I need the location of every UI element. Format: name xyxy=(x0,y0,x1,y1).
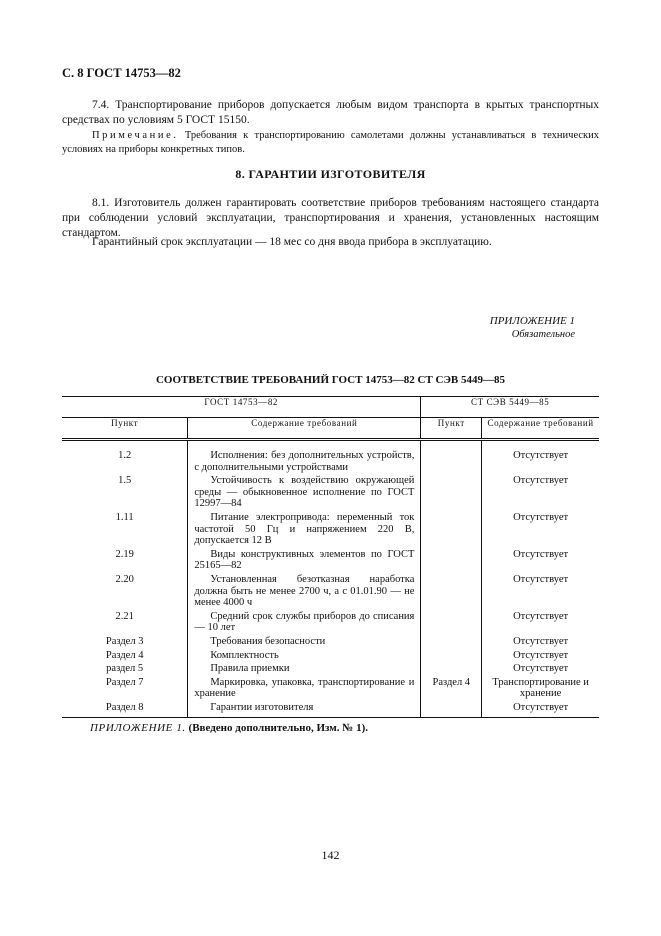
cell-content-text: Средний срок службы приборов до списания — 10 лет xyxy=(194,610,415,634)
cell-content-2-text: Отсутствует xyxy=(513,649,569,661)
table-group-header xyxy=(62,397,599,418)
appendix-subtitle: Обязательное xyxy=(511,329,575,340)
footnote-amendment: (Введено дополнительно, Изм. № 1). xyxy=(188,722,369,734)
cell-item-text: Раздел 8 xyxy=(105,701,144,713)
cell-content-2-text: Отсутствует xyxy=(513,548,569,560)
cell-item-text: 2.19 xyxy=(115,548,134,560)
cell-item-2 xyxy=(421,574,482,611)
cell-item-2-text: Раздел 4 xyxy=(432,676,471,688)
table-row xyxy=(62,611,599,636)
cell-content-2 xyxy=(482,702,599,718)
cell-item-2 xyxy=(421,549,482,574)
cell-content-text: Правила приемки xyxy=(210,663,290,675)
cell-content-2 xyxy=(482,512,599,549)
note-label: Примечание. xyxy=(92,130,179,141)
cell-content-2 xyxy=(482,574,599,611)
cell-item-text: Раздел 4 xyxy=(105,649,144,661)
cell-content-text: Требования безопасности xyxy=(210,635,326,647)
appendix-heading xyxy=(490,314,575,342)
cell-content-text: Устойчивость к воздействию окружающей среды — обыкновенное исполнение по ГОСТ 12997—84 xyxy=(194,475,415,510)
cell-content-2 xyxy=(482,636,599,650)
table-row xyxy=(62,650,599,664)
cell-content xyxy=(188,702,421,718)
cell-content-text: Виды конструктивных элементов по ГОСТ 25165—82 xyxy=(194,548,415,572)
cell-content-2 xyxy=(482,677,599,702)
table-row xyxy=(62,512,599,549)
cell-content-2 xyxy=(482,475,599,512)
cell-item xyxy=(62,475,188,512)
cell-item-2 xyxy=(421,475,482,512)
cell-content-text: Питание электропривода: переменный ток частотой 50 Гц и напряжением 220 В, допускается 12 В xyxy=(194,511,415,547)
cell-item-text: Раздел 3 xyxy=(105,635,144,647)
table-row xyxy=(62,677,599,702)
column-header-content: Содержание требований xyxy=(188,418,421,440)
cell-item xyxy=(62,512,188,549)
cell-content-2-text: Отсутствует xyxy=(513,610,569,622)
table-row xyxy=(62,574,599,611)
table-body xyxy=(62,440,599,718)
cell-content xyxy=(188,574,421,611)
paragraph-8-1-text: 8.1. Изготовитель должен гарантировать соответствие приборов требованиям настоящего стандарта при соблюдении условий эксплуатации, транспортирования и хранения, установленных настоящим стандартом. xyxy=(62,197,599,239)
page-number: 142 xyxy=(321,848,340,862)
cell-content xyxy=(188,663,421,677)
paragraph-7-4 xyxy=(62,98,599,128)
cell-item xyxy=(62,574,188,611)
cell-content-text: Маркировка, упаковка, транспортирование и хранение xyxy=(194,676,415,700)
cell-item xyxy=(62,549,188,574)
paragraph-7-4-text: 7.4. Транспортирование приборов допускается любым видом транспорта в крытых транспортных средствах по условиям 5 ГОСТ 15150. xyxy=(62,99,599,126)
cell-item-2 xyxy=(421,702,482,718)
cell-content-2-text: Отсутствует xyxy=(513,663,569,675)
group-header-gost: ГОСТ 14753—82 xyxy=(62,397,421,418)
cell-item-2 xyxy=(421,512,482,549)
cell-item-text: 2.21 xyxy=(115,610,134,622)
correspondence-table xyxy=(62,396,599,718)
cell-content xyxy=(188,512,421,549)
cell-content-text: Комплектность xyxy=(210,649,279,661)
cell-item-text: 2.20 xyxy=(115,573,134,585)
paragraph-warranty-text: Гарантийный срок эксплуатации — 18 мес со дня ввода прибора в эксплуатацию. xyxy=(92,236,492,248)
cell-content xyxy=(188,677,421,702)
cell-content-2 xyxy=(482,663,599,677)
appendix-title: ПРИЛОЖЕНИЕ 1 xyxy=(489,315,575,327)
cell-content-2 xyxy=(482,440,599,476)
table-row xyxy=(62,702,599,718)
section-8-title: 8. ГАРАНТИИ ИЗГОТОВИТЕЛЯ xyxy=(235,167,426,181)
table-row xyxy=(62,549,599,574)
cell-content-2-text: Отсутствует xyxy=(513,635,569,647)
cell-content xyxy=(188,440,421,476)
cell-content xyxy=(188,475,421,512)
cell-content xyxy=(188,549,421,574)
cell-content xyxy=(188,636,421,650)
cell-content-2-text: Транспортирование и хранение xyxy=(492,676,589,700)
cell-item-text: 1.2 xyxy=(118,450,132,461)
cell-item-text: раздел 5 xyxy=(106,663,144,675)
cell-item-2 xyxy=(421,636,482,650)
cell-item-2 xyxy=(421,650,482,664)
cell-item-text: Раздел 7 xyxy=(105,676,144,688)
cell-item-text: 1.5 xyxy=(118,475,132,487)
table-title: СООТВЕТСТВИЕ ТРЕБОВАНИЙ ГОСТ 14753—82 СТ СЭВ 5449—85 xyxy=(155,374,506,386)
cell-item xyxy=(62,663,188,677)
cell-content-2-text: Отсутствует xyxy=(513,511,569,523)
group-header-st-sev: СТ СЭВ 5449—85 xyxy=(421,397,599,418)
page-header: С. 8 ГОСТ 14753—82 xyxy=(62,66,181,80)
cell-item xyxy=(62,636,188,650)
cell-content-text: Исполнения: без дополнительных устройств, с дополнительными устройствами xyxy=(194,450,415,473)
cell-content-text: Гарантии изготовителя xyxy=(210,701,314,713)
cell-content-2 xyxy=(482,650,599,664)
cell-content-2-text: Отсутствует xyxy=(513,573,569,585)
cell-content-2-text: Отсутствует xyxy=(513,450,569,461)
table-row xyxy=(62,636,599,650)
cell-content-text: Установленная безотказная наработка должна быть не менее 2700 ч, а с 01.01.90 — не менее 4000 ч xyxy=(194,573,415,609)
column-header-item: Пункт xyxy=(62,418,188,440)
cell-item-2 xyxy=(421,677,482,702)
cell-content-2-text: Отсутствует xyxy=(513,701,569,713)
table-row xyxy=(62,475,599,512)
cell-item xyxy=(62,702,188,718)
table-column-header xyxy=(62,418,599,440)
footnote xyxy=(90,722,368,734)
cell-item-text: 1.11 xyxy=(115,511,134,523)
cell-item xyxy=(62,440,188,476)
cell-item xyxy=(62,650,188,664)
cell-item-2 xyxy=(421,663,482,677)
cell-item-2 xyxy=(421,611,482,636)
column-header-item-2: Пункт xyxy=(421,418,482,440)
note xyxy=(62,129,599,157)
cell-content xyxy=(188,611,421,636)
cell-item-2 xyxy=(421,440,482,476)
cell-content-2 xyxy=(482,549,599,574)
table-row xyxy=(62,663,599,677)
note-text: Требования к транспортированию самолетами должны устанавливаться в технических условиях на приборы конкретных типов. xyxy=(62,130,600,155)
cell-item xyxy=(62,677,188,702)
cell-item xyxy=(62,611,188,636)
cell-content-2 xyxy=(482,611,599,636)
cell-content-2-text: Отсутствует xyxy=(513,475,569,487)
footnote-appendix-ref: ПРИЛОЖЕНИЕ 1. xyxy=(90,722,186,734)
table-row xyxy=(62,440,599,476)
paragraph-warranty xyxy=(62,235,599,250)
cell-content xyxy=(188,650,421,664)
column-header-content-2: Содержание требований xyxy=(482,418,599,440)
